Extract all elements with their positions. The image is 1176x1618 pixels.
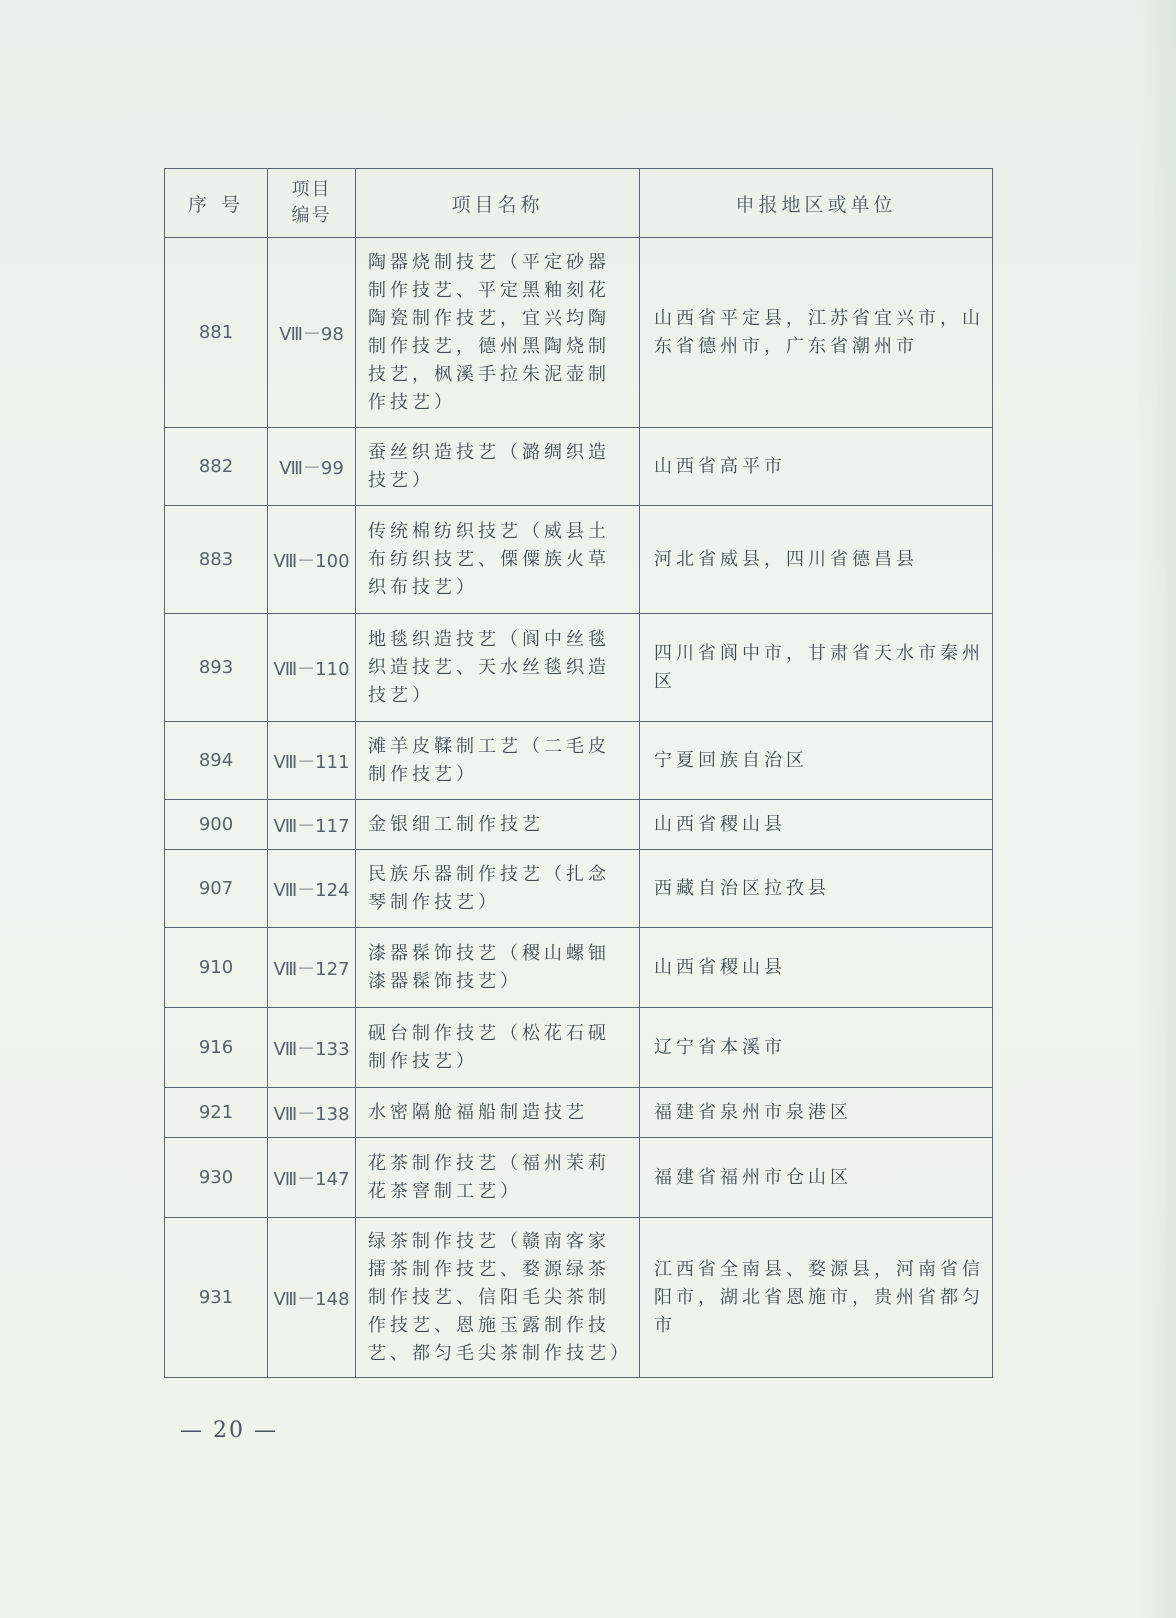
- row-code: Ⅷ－124: [268, 850, 356, 928]
- row-region: 辽宁省本溪市: [640, 1008, 993, 1088]
- table-row: [165, 1138, 993, 1218]
- table-header-row: [165, 169, 993, 238]
- row-seq: 881: [165, 238, 268, 428]
- table-row: [165, 928, 993, 1008]
- row-region: 山西省高平市: [640, 428, 993, 506]
- table-row: [165, 428, 993, 506]
- page-edge-shadow: [1136, 0, 1176, 1618]
- table-row: [165, 1008, 993, 1088]
- row-name: 水密隔舱福船制造技艺: [356, 1088, 640, 1138]
- table-row: [165, 506, 993, 614]
- row-code: Ⅷ－98: [268, 238, 356, 428]
- header-seq: 序 号: [165, 169, 268, 238]
- row-seq: 893: [165, 614, 268, 722]
- row-name: 民族乐器制作技艺（扎念琴制作技艺）: [356, 850, 640, 928]
- row-region: 江西省全南县、婺源县，河南省信阳市，湖北省恩施市，贵州省都匀市: [640, 1218, 993, 1378]
- page-number: — 20 —: [180, 1418, 278, 1443]
- row-name: 传统棉纺织技艺（威县土布纺织技艺、傈僳族火草织布技艺）: [356, 506, 640, 614]
- row-code: Ⅷ－100: [268, 506, 356, 614]
- row-region: 山西省稷山县: [640, 928, 993, 1008]
- row-code: Ⅷ－138: [268, 1088, 356, 1138]
- row-region: 山西省稷山县: [640, 800, 993, 850]
- header-name: 项目名称: [356, 169, 640, 238]
- row-region: 福建省泉州市泉港区: [640, 1088, 993, 1138]
- row-name: 陶器烧制技艺（平定砂器制作技艺、平定黑釉刻花陶瓷制作技艺，宜兴均陶制作技艺，德州黑陶烧制技艺，枫溪手拉朱泥壶制作技艺）: [356, 238, 640, 428]
- row-name: 绿茶制作技艺（赣南客家擂茶制作技艺、婺源绿茶制作技艺、信阳毛尖茶制作技艺、恩施玉露制作技艺、都匀毛尖茶制作技艺）: [356, 1218, 640, 1378]
- row-name: 花茶制作技艺（福州茉莉花茶窨制工艺）: [356, 1138, 640, 1218]
- row-name: 砚台制作技艺（松花石砚制作技艺）: [356, 1008, 640, 1088]
- row-seq: 883: [165, 506, 268, 614]
- row-seq: 930: [165, 1138, 268, 1218]
- row-seq: 921: [165, 1088, 268, 1138]
- table-row: [165, 238, 993, 428]
- row-name: 地毯织造技艺（阆中丝毯织造技艺、天水丝毯织造技艺）: [356, 614, 640, 722]
- table-row: [165, 1088, 993, 1138]
- table-row: [165, 850, 993, 928]
- row-seq: 894: [165, 722, 268, 800]
- row-seq: 910: [165, 928, 268, 1008]
- table-row: [165, 800, 993, 850]
- table-row: [165, 614, 993, 722]
- row-seq: 907: [165, 850, 268, 928]
- row-code: Ⅷ－133: [268, 1008, 356, 1088]
- table-row: [165, 1218, 993, 1378]
- row-seq: 882: [165, 428, 268, 506]
- heritage-project-table: [164, 168, 993, 1378]
- row-code: Ⅷ－147: [268, 1138, 356, 1218]
- row-name: 蚕丝织造技艺（潞绸织造技艺）: [356, 428, 640, 506]
- row-code: Ⅷ－148: [268, 1218, 356, 1378]
- table-row: [165, 722, 993, 800]
- row-name: 漆器髹饰技艺（稷山螺钿漆器髹饰技艺）: [356, 928, 640, 1008]
- row-seq: 900: [165, 800, 268, 850]
- header-region: 申报地区或单位: [640, 169, 993, 238]
- row-region: 西藏自治区拉孜县: [640, 850, 993, 928]
- row-code: Ⅷ－117: [268, 800, 356, 850]
- row-code: Ⅷ－111: [268, 722, 356, 800]
- row-region: 山西省平定县，江苏省宜兴市，山东省德州市，广东省潮州市: [640, 238, 993, 428]
- row-region: 四川省阆中市，甘肃省天水市秦州区: [640, 614, 993, 722]
- row-region: 福建省福州市仓山区: [640, 1138, 993, 1218]
- row-code: Ⅷ－99: [268, 428, 356, 506]
- row-name: 滩羊皮鞣制工艺（二毛皮制作技艺）: [356, 722, 640, 800]
- row-code: Ⅷ－127: [268, 928, 356, 1008]
- header-code: 项目 编号: [268, 169, 356, 238]
- row-seq: 916: [165, 1008, 268, 1088]
- row-code: Ⅷ－110: [268, 614, 356, 722]
- row-region: 宁夏回族自治区: [640, 722, 993, 800]
- row-name: 金银细工制作技艺: [356, 800, 640, 850]
- row-region: 河北省威县，四川省德昌县: [640, 506, 993, 614]
- row-seq: 931: [165, 1218, 268, 1378]
